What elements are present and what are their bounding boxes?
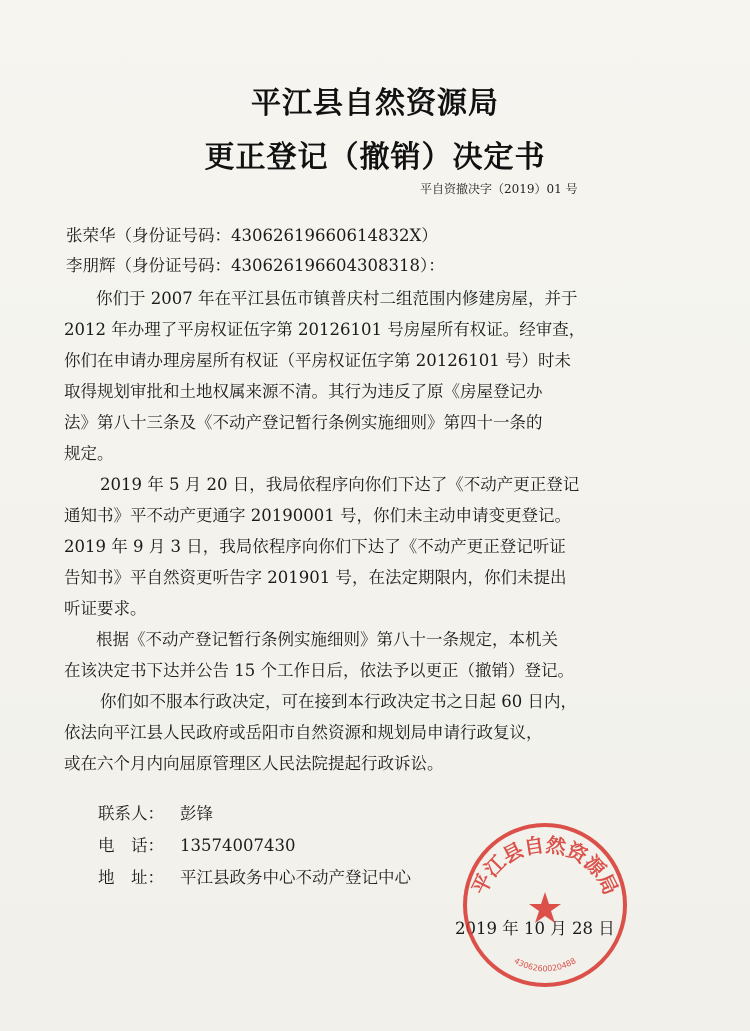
- contact-phone: [98, 832, 295, 856]
- body-line: 通知书》平不动产更通字 20190001 号，你们未主动申请变更登记。: [64, 506, 571, 525]
- body-line: 你们在申请办理房屋所有权证（平房权证伍字第 20126101 号）时未: [64, 351, 571, 370]
- body-line: 李朋辉（身份证号码：430626196604308318）：: [66, 256, 445, 275]
- contact-person-value: 彭锋: [180, 804, 213, 823]
- org-title: 平江县自然资源局: [251, 86, 499, 121]
- star-icon: [529, 892, 561, 923]
- document-date: 2019 年 10 月 28 日: [455, 919, 615, 938]
- contact-address: [98, 864, 411, 888]
- body-line: 张荣华（身份证号码：43062619660614832X）: [66, 226, 438, 245]
- body-line: 听证要求。: [64, 599, 147, 618]
- contact-address-label: 地 址：: [98, 868, 164, 887]
- body-line: 取得规划审批和土地权属来源不清。其行为违反了原《房屋登记办: [64, 382, 543, 401]
- body-line: 在该决定书下达并公告 15 个工作日后，依法予以更正（撤销）登记。: [64, 661, 574, 680]
- document-number: 平自资撤决字（2019）01 号: [420, 182, 578, 196]
- seal-number: 4306260020488: [512, 956, 578, 974]
- body-line: 2012 年办理了平房权证伍字第 20126101 号房屋所有权证。经审查，: [64, 320, 586, 339]
- svg-text:平江县自然资源局: [467, 832, 623, 898]
- document-title: 更正登记（撤销）决定书: [204, 140, 546, 175]
- body-line: 或在六个月内向屈原管理区人民法院提起行政诉讼。: [64, 754, 444, 773]
- contact-phone-value: 13574007430: [180, 836, 296, 855]
- contact-person: [98, 800, 213, 824]
- body-line: 法》第八十三条及《不动产登记暂行条例实施细则》第四十一条的: [64, 413, 543, 432]
- contact-phone-label: 电 话：: [98, 836, 164, 855]
- body-line: 根据《不动产登记暂行条例实施细则》第八十一条规定，本机关: [96, 630, 558, 649]
- contact-person-label: 联系人：: [98, 804, 164, 823]
- body-line: 告知书》平自然资更听告字 201901 号，在法定期限内，你们未提出: [64, 568, 567, 587]
- contact-address-value: 平江县政务中心不动产登记中心: [180, 868, 411, 887]
- body-line: 你们如不服本行政决定，可在接到本行政决定书之日起 60 日内，: [100, 692, 577, 711]
- official-seal: [460, 820, 630, 990]
- body-line: 规定。: [64, 444, 114, 463]
- svg-text:4306260020488: [512, 956, 577, 973]
- seal-text: 平江县自然资源局: [467, 832, 623, 899]
- body-line: 2019 年 9 月 3 日，我局依程序向你们下达了《不动产更正登记听证: [64, 537, 566, 556]
- body-line: 依法向平江县人民政府或岳阳市自然资源和规划局申请行政复议，: [64, 723, 543, 742]
- body-line: 你们于 2007 年在平江县伍市镇普庆村二组范围内修建房屋，并于: [96, 289, 578, 308]
- body-line: 2019 年 5 月 20 日，我局依程序向你们下达了《不动产更正登记: [100, 475, 580, 494]
